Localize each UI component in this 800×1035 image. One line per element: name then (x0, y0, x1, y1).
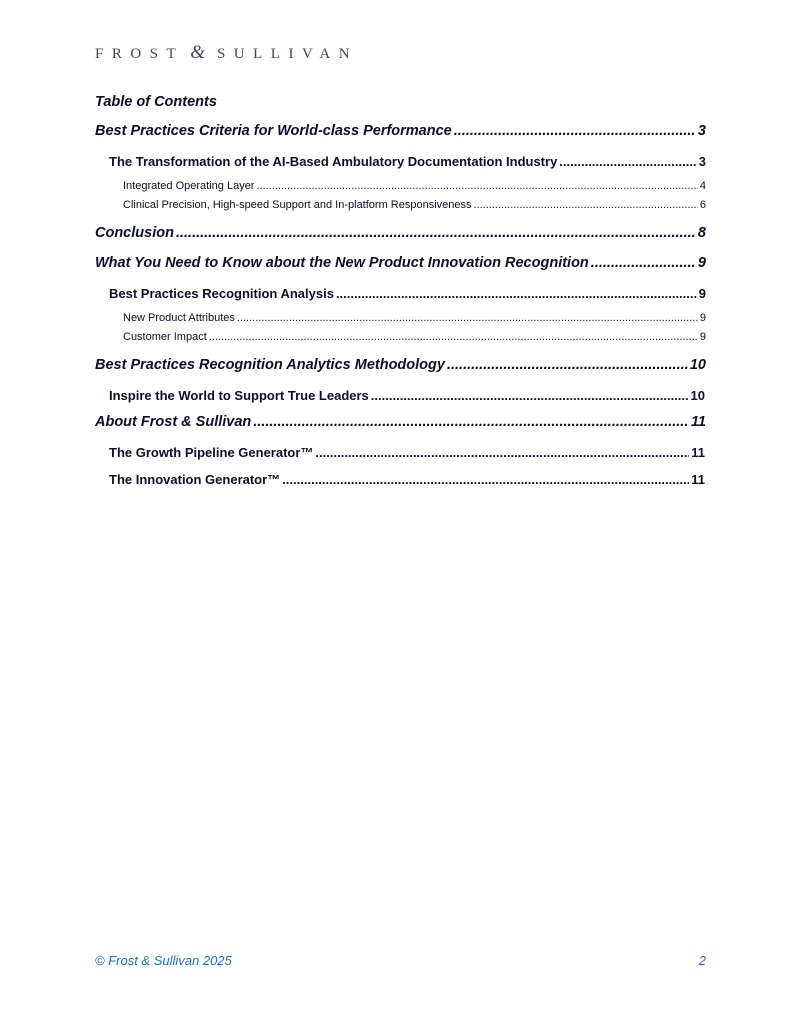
dot-leader (474, 197, 698, 213)
toc-entry-label: The Growth Pipeline Generator™ (109, 445, 314, 460)
logo-word-frost: FROST (95, 46, 185, 62)
toc-entry-label: Best Practices Criteria for World-class Performance (95, 123, 452, 139)
toc-entry-new-product-attributes[interactable] (95, 310, 706, 329)
logo-word-sullivan: SULLIVAN (216, 46, 359, 62)
toc-entry-label: New Product Attributes (123, 312, 235, 324)
toc-entry-best-practices-criteria[interactable] (95, 121, 706, 151)
toc-entry-recognition-analysis[interactable] (95, 284, 706, 310)
toc-entry-transformation[interactable] (95, 152, 706, 178)
toc-entry-page: 11 (691, 445, 705, 460)
dot-leader (559, 152, 696, 172)
toc-entry-page: 11 (691, 472, 705, 487)
toc-entry-label: What You Need to Know about the New Product Innovation Recognition (95, 255, 589, 271)
toc-entry-page: 8 (697, 225, 706, 241)
toc-entry-innovation-generator[interactable] (95, 470, 706, 496)
toc-entry-page: 9 (697, 255, 706, 271)
toc-entry-label: The Transformation of the AI-Based Ambulatory Documentation Industry (109, 154, 558, 169)
dot-leader (256, 178, 697, 194)
toc-entry-page: 9 (699, 312, 706, 324)
toc-entry-clinical-precision[interactable] (95, 197, 706, 223)
toc-entry-what-you-need-to-know[interactable] (95, 253, 706, 283)
dot-leader (282, 470, 689, 490)
toc-entry-label: Clinical Precision, High-speed Support and In-platform Responsiveness (123, 199, 472, 211)
toc-entry-label: The Innovation Generator™ (109, 472, 281, 487)
toc-entry-page: 3 (698, 154, 706, 169)
dot-leader (454, 121, 696, 141)
toc-entry-analytics-methodology[interactable] (95, 355, 706, 385)
toc-entry-label: Best Practices Recognition Analysis (109, 286, 334, 301)
frost-sullivan-logo (95, 42, 358, 64)
dot-leader (315, 443, 689, 463)
toc-entry-integrated-operating-layer[interactable] (95, 178, 706, 197)
dot-leader (371, 386, 689, 406)
toc-entry-label: Conclusion (95, 225, 174, 241)
toc-entry-customer-impact[interactable] (95, 329, 706, 355)
toc-entry-page: 10 (689, 357, 706, 373)
toc-entry-label: Integrated Operating Layer (123, 180, 255, 192)
toc-entry-page: 4 (699, 180, 706, 192)
toc-entry-label: About Frost & Sullivan (95, 414, 252, 430)
toc-entry-conclusion[interactable] (95, 223, 706, 253)
dot-leader (447, 355, 688, 375)
dot-leader (253, 412, 689, 432)
toc-entry-page: 6 (699, 199, 706, 211)
toc-entry-page: 10 (690, 388, 705, 403)
dot-leader (336, 284, 697, 304)
dot-leader (209, 329, 698, 345)
toc-entry-page: 9 (698, 286, 706, 301)
dot-leader (237, 310, 698, 326)
dot-leader (591, 253, 696, 273)
footer-copyright: © Frost & Sullivan 2025 (95, 953, 232, 968)
dot-leader (176, 223, 696, 243)
table-of-contents (95, 94, 706, 496)
toc-entry-page: 9 (699, 331, 706, 343)
toc-entry-label: Customer Impact (123, 331, 207, 343)
footer-page-number: 2 (698, 953, 706, 968)
toc-entry-inspire-the-world[interactable] (95, 386, 706, 412)
page-footer (95, 953, 706, 968)
toc-entry-growth-pipeline-generator[interactable] (95, 443, 706, 469)
toc-entry-page: 3 (697, 123, 706, 139)
toc-entry-label: Best Practices Recognition Analytics Methodology (95, 357, 445, 373)
logo-ampersand: & (190, 42, 205, 63)
toc-entry-page: 11 (690, 414, 706, 430)
toc-entry-about-frost-sullivan[interactable] (95, 412, 706, 442)
toc-title: Table of Contents (95, 94, 217, 110)
toc-entry-label: Inspire the World to Support True Leaders (109, 388, 369, 403)
